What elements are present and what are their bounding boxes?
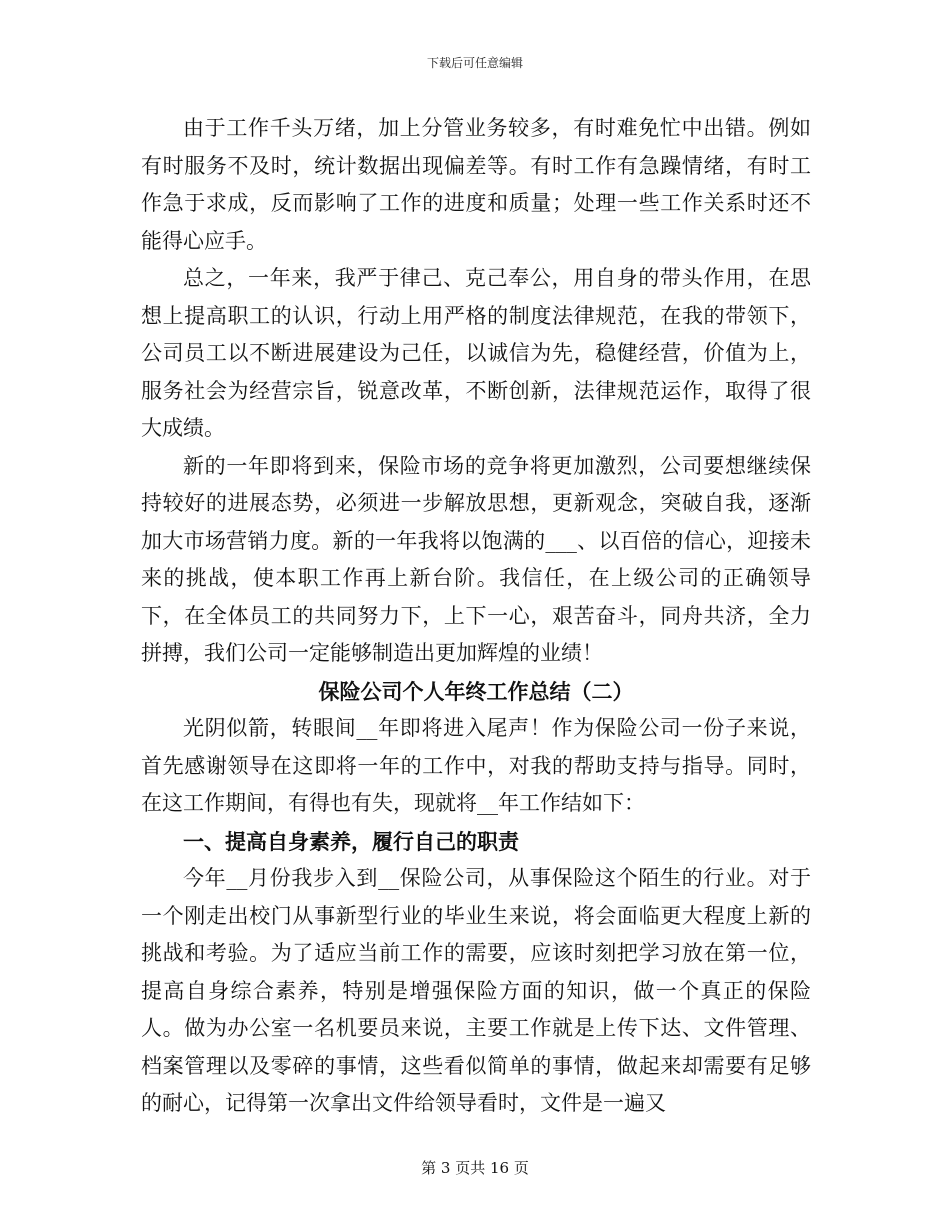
section-heading-1: 一、提高自身素养，履行自己的职责 bbox=[183, 828, 519, 854]
paragraph-1: 由于工作千头万绪，加上分管业务较多，有时难免忙中出错。例如有时服务不及时，统计数据出现偏差等。有时工作有急躁情绪，有时工作急于求成，反而影响了工作的进度和质量；处理一些工作关系时还不能得心应手。 bbox=[141, 116, 811, 253]
paragraph-3: 新的一年即将到来，保险市场的竞争将更加激烈，公司要想继续保持较好的进展态势，必须进一步解放思想，更新观念，突破自我，逐渐加大市场营销力度。新的一年我将以饱满的___、以百倍的信心，迎接未来的挑战，使本职工作再上新台阶。我信任，在上级公司的正确领导下，在全体员工的共同努力下，上下一心，艰苦奋斗，同舟共济，全力拼搏，我们公司一定能够制造出更加辉煌的业绩！ bbox=[141, 453, 811, 665]
paragraph-2: 总之，一年来，我严于律己、克己奉公，用自身的带头作用，在思想上提高职工的认识，行动上用严格的制度法律规范，在我的带领下，公司员工以不断进展建设为己任，以诚信为先，稳健经营，价值为上，服务社会为经营宗旨，锐意改革，不断创新，法律规范运作，取得了很大成绩。 bbox=[141, 266, 811, 440]
page-footer: 第 3 页共 16 页 bbox=[421, 1159, 529, 1177]
section-title: 保险公司个人年终工作总结（二） bbox=[318, 678, 634, 704]
paragraph-4: 光阴似箭，转眼间__年即将进入尾声！作为保险公司一份子来说，首先感谢领导在这即将一年的工作中，对我的帮助支持与指导。同时，在这工作期间，有得也有失，现就将__年工作结如下： bbox=[141, 716, 811, 815]
document-body bbox=[141, 110, 811, 1123]
paragraph-5: 今年__月份我步入到__保险公司，从事保险这个陌生的行业。对于一个刚走出校门从事新型行业的毕业生来说，将会面临更大程度上新的挑战和考验。为了适应当前工作的需要，应该时刻把学习放在第一位，提高自身综合素养，特别是增强保险方面的知识，做一个真正的保险人。做为办公室一名机要员来说，主要工作就是上传下达、文件管理、档案管理以及零碎的事情，这些看似简单的事情，做起来却需要有足够的耐心，记得第一次拿出文件给领导看时，文件是一遍又 bbox=[141, 866, 811, 1115]
page-header: 下载后可任意编辑 bbox=[426, 56, 523, 70]
